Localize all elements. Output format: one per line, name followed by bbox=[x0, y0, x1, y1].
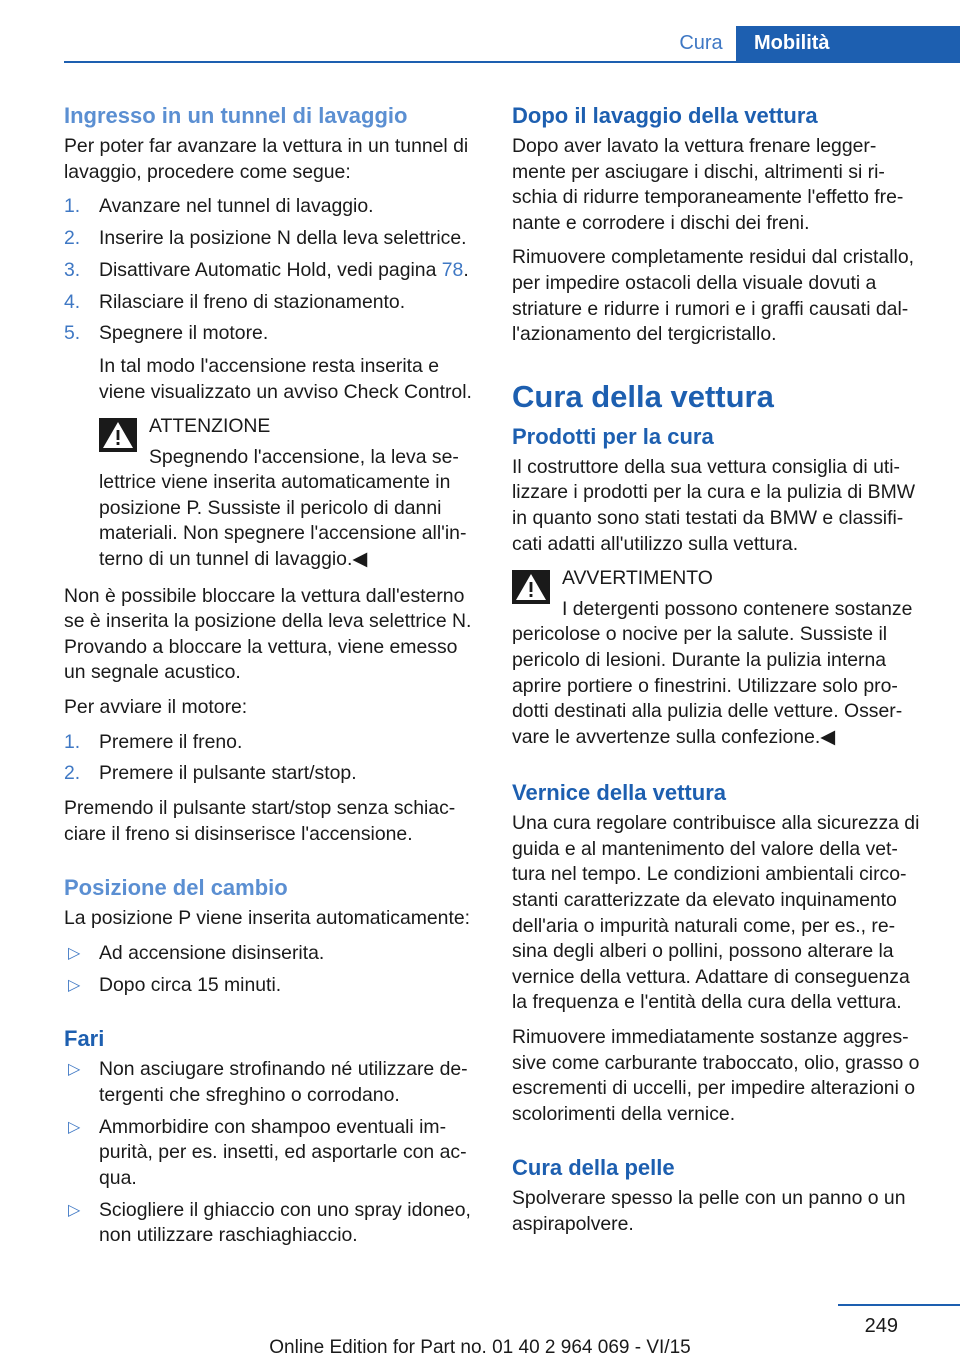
heading-cura-vettura: Cura della vettura bbox=[512, 378, 774, 414]
fari-list bbox=[64, 1057, 482, 1249]
warning-triangle-icon bbox=[99, 418, 137, 452]
page-number: 249 bbox=[864, 1315, 898, 1337]
heading-vernice: Vernice della vettura bbox=[512, 780, 726, 806]
edition-footer: Online Edition for Part no. 01 40 2 964 069 - VI/15 bbox=[269, 1337, 691, 1358]
list-item: 3. Disattivare Automatic Hold, vedi pagina 78. bbox=[64, 258, 469, 281]
paragraph-dopo-2: Rimuovere completamente residui dal cristallo, per impedire ostacoli della visuale dovuti a striature e ridurre i rumori e i graffi causati dal-l'azionamento del tergicristallo. bbox=[512, 246, 914, 346]
start-steps bbox=[64, 730, 482, 787]
triangle-bullet-icon: ▷ bbox=[68, 1061, 81, 1079]
paragraph-cambio: La posizione P viene inserita automaticamente: bbox=[64, 907, 471, 930]
triangle-bullet-icon: ▷ bbox=[68, 976, 81, 994]
warning-text: I detergenti possono contenere sostanze pericolose o nocive per la salute. Sussiste il pericolo di lesioni. Durante la pulizia interna aprire portiere o finestrini. Utilizzare solo pro-dotti destinati alla pulizia delle vetture. Osser-vare le avvertenze sulla confezione.◀ bbox=[512, 597, 913, 748]
header-rule bbox=[64, 61, 960, 63]
list-item: ▷ Non asciugare strofinando né utilizzare de-tergenti che sfreghino o corrodano. bbox=[68, 1058, 468, 1106]
warning-avvertimento bbox=[512, 566, 930, 750]
heading-fari: Fari bbox=[64, 1026, 105, 1052]
paragraph-tunnel: Per poter far avanzare la vettura in un tunnel di lavaggio, procedere come segue: bbox=[64, 135, 469, 183]
heading-tunnel: Ingresso in un tunnel di lavaggio bbox=[64, 103, 408, 128]
list-item: 1. Avanzare nel tunnel di lavaggio. bbox=[64, 195, 374, 218]
warning-attenzione bbox=[99, 414, 482, 573]
paragraph-lock: Non è possibile bloccare la vettura dall'esterno se è inserita la posizione della leva selettrice N. Provando a bloccare la vettura, viene emesso un segnale acustico. bbox=[64, 584, 472, 684]
list-item: 5. Spegnere il motore. In tal modo l'accensione resta inserita e viene visualizzato un avviso Check Control. bbox=[64, 321, 482, 405]
list-item: 2. Premere il pulsante start/stop. bbox=[64, 762, 357, 785]
heading-prodotti: Prodotti per la cura bbox=[512, 423, 714, 449]
cambio-list bbox=[64, 941, 482, 998]
list-item: 4. Rilasciare il freno di stazionamento. bbox=[64, 290, 406, 313]
tab-mobilita[interactable]: Mobilità bbox=[736, 26, 960, 62]
list-item: ▷ Ad accensione disinserita. bbox=[64, 941, 482, 967]
paragraph-start: Per avviare il motore: bbox=[64, 696, 248, 719]
page-header bbox=[0, 0, 960, 62]
list-item: 1. Premere il freno. bbox=[64, 730, 243, 753]
right-column bbox=[512, 102, 930, 1247]
paragraph-prodotti: Il costruttore della sua vettura consiglia di uti-lizzare i prodotti per la cura e la pulizia di BMW in quanto sono stati testati da BMW e classifi-cati adatti all'utilizzo sulla vettura. bbox=[512, 455, 916, 555]
paragraph-vernice-2: Rimuovere immediatamente sostanze aggres-sive come carburante traboccato, olio, grasso o escrementi di uccelli, per impedire alterazioni o scolorimenti della vernice. bbox=[512, 1026, 920, 1125]
heading-dopo-lavaggio: Dopo il lavaggio della vettura bbox=[512, 103, 818, 128]
paragraph-press: Premendo il pulsante start/stop senza schiac-ciare il freno si disinserisce l'accensione. bbox=[64, 797, 456, 845]
list-item: ▷ Sciogliere il ghiaccio con uno spray idoneo, non utilizzare raschiaghiaccio. bbox=[68, 1198, 471, 1247]
tunnel-steps bbox=[64, 194, 482, 405]
heading-pelle: Cura della pelle bbox=[512, 1155, 675, 1181]
triangle-bullet-icon: ▷ bbox=[68, 944, 81, 962]
triangle-bullet-icon: ▷ bbox=[68, 1201, 81, 1219]
triangle-bullet-icon: ▷ bbox=[68, 1118, 81, 1136]
left-column bbox=[64, 102, 482, 1258]
warning-triangle-icon bbox=[512, 570, 550, 604]
warning-title: ATTENZIONE bbox=[149, 415, 271, 438]
footer-rule bbox=[838, 1304, 960, 1306]
list-item: 2. Inserire la posizione N della leva selettrice. bbox=[64, 226, 467, 249]
heading-cambio: Posizione del cambio bbox=[64, 875, 288, 901]
paragraph-pelle: Spolverare spesso la pelle con un panno o un aspirapolvere. bbox=[512, 1187, 906, 1235]
paragraph-vernice-1: Una cura regolare contribuisce alla sicurezza di guida e al mantenimento del valore della vet-tura nel tempo. Le condizioni ambientali circo-stanti caratterizzate da elevato inquinamento dell'aria o impurità naturali come, per es., re-sina degli alberi o pollini, possono alterare la vernice della vettura. Adattare di conseguenza la frequenza e l'entità della cura della vettura. bbox=[512, 812, 920, 1014]
paragraph-dopo-1: Dopo aver lavato la vettura frenare legger-mente per asciugare i dischi, altrimenti si ri-schia di ridurre temporaneamente l'effetto fre-nante e corrodere i dischi dei freni. bbox=[512, 135, 904, 234]
page-link[interactable]: 78 bbox=[441, 258, 464, 281]
step-note: In tal modo l'accensione resta inserita e viene visualizzato un avviso Check Control. bbox=[99, 354, 472, 403]
warning-text: Spegnendo l'accensione, la leva se- lettrice viene inserita automaticamente in posizione P. Sussiste il pericolo di danni materiali. Non spegnere l'accensione all'in-terno di un tunnel di lavaggio.◀ bbox=[99, 445, 467, 571]
warning-title: AVVERTIMENTO bbox=[562, 567, 713, 590]
list-item: ▷ Dopo circa 15 minuti. bbox=[64, 973, 482, 999]
list-item: ▷ Ammorbidire con shampoo eventuali im-purità, per es. insetti, ed asportarle con ac-qua. bbox=[68, 1115, 467, 1189]
tab-cura[interactable]: Cura bbox=[679, 32, 723, 54]
